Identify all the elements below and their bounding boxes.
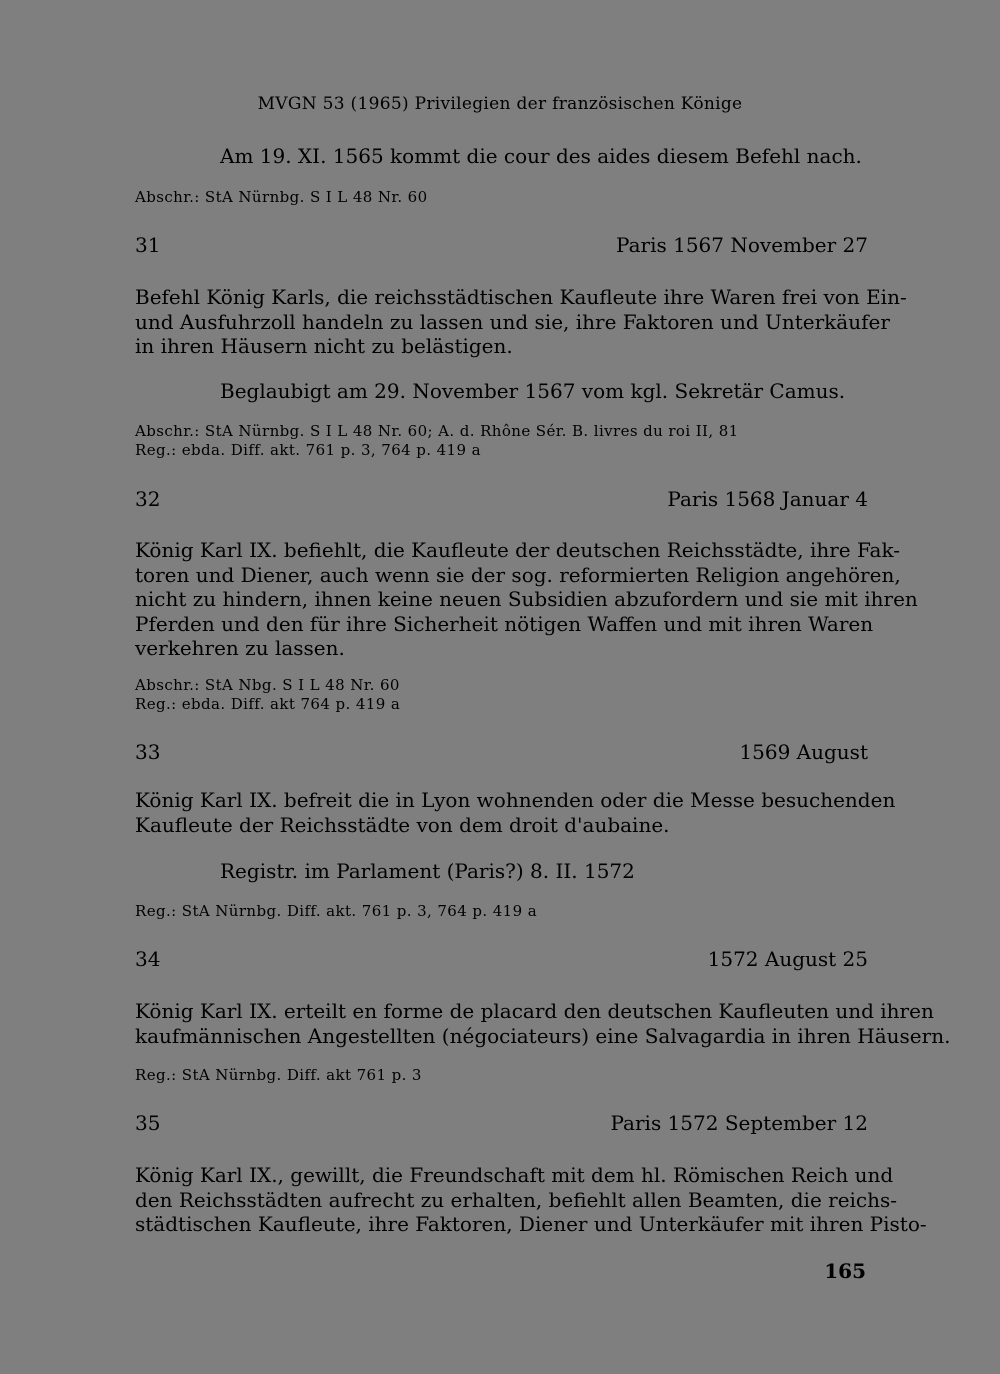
entry-number: 34 xyxy=(135,947,161,971)
entry-number: 33 xyxy=(135,740,161,764)
intro-statement: Am 19. XI. 1565 kommt die cour des aides diesem Befehl nach. xyxy=(220,144,862,168)
text-line: städtischen Kaufleute, ihre Faktoren, Diener und Unterkäufer mit ihren Pisto- xyxy=(135,1212,927,1236)
entry-place-date: Paris 1568 Januar 4 xyxy=(667,487,868,511)
text-line: König Karl IX. befiehlt, die Kaufleute der deutschen Reichsstädte, ihre Fak- xyxy=(135,538,900,562)
text-line: und Ausfuhrzoll handeln zu lassen und sie, ihre Faktoren und Unterkäufer xyxy=(135,309,890,334)
entry-number: 32 xyxy=(135,487,161,511)
text-line: nicht zu hindern, ihnen keine neuen Subsidien abzufordern und sie mit ihren xyxy=(135,587,918,611)
intro-note: Abschr.: StA Nürnbg. S I L 48 Nr. 60 xyxy=(135,188,428,206)
entry-text-33 xyxy=(135,788,896,837)
entry-note: Reg.: StA Nürnbg. Diff. akt. 761 p. 3, 764 p. 419 a xyxy=(135,902,538,920)
entry-heading-35 xyxy=(135,1111,868,1135)
entry-note: Reg.: StA Nürnbg. Diff. akt 761 p. 3 xyxy=(135,1066,422,1084)
entry-heading-34 xyxy=(135,947,868,971)
text-line: kaufmännischen Angestellten (négociateurs) eine Salvagardia in ihren Häusern. xyxy=(135,1023,951,1048)
entry-statement-31: Beglaubigt am 29. November 1567 vom kgl. Sekretär Camus. xyxy=(220,379,846,403)
entry-note: Abschr.: StA Nbg. S I L 48 Nr. 60 xyxy=(135,676,400,694)
entry-note: Abschr.: StA Nürnbg. S I L 48 Nr. 60; A. d. Rhône Sér. B. livres du roi II, 81 xyxy=(135,422,739,440)
entry-text-31 xyxy=(135,285,907,359)
text-line: König Karl IX. erteilt en forme de placard den deutschen Kaufleuten und ihren xyxy=(135,999,934,1023)
entry-text-35 xyxy=(135,1163,927,1237)
entry-place-date: 1569 August xyxy=(739,740,868,764)
entry-note: Reg.: ebda. Diff. akt. 761 p. 3, 764 p. 419 a xyxy=(135,441,481,459)
entry-number: 31 xyxy=(135,233,161,257)
entry-number: 35 xyxy=(135,1111,161,1135)
text-line: verkehren zu lassen. xyxy=(135,636,345,660)
text-line: Befehl König Karls, die reichsstädtischen Kaufleute ihre Waren frei von Ein- xyxy=(135,285,907,309)
entry-statement-33: Registr. im Parlament (Paris?) 8. II. 1572 xyxy=(220,859,635,883)
text-line: Pferden und den für ihre Sicherheit nötigen Waffen und mit ihren Waren xyxy=(135,611,874,636)
text-line: toren und Diener, auch wenn sie der sog. reformierten Religion angehören, xyxy=(135,562,901,587)
text-line: König Karl IX. befreit die in Lyon wohnenden oder die Messe besuchenden xyxy=(135,788,896,812)
running-head: MVGN 53 (1965) Privilegien der französischen Könige xyxy=(257,94,743,114)
entry-heading-32 xyxy=(135,487,868,511)
text-line: in ihren Häusern nicht zu belästigen. xyxy=(135,334,513,358)
entry-place-date: Paris 1572 September 12 xyxy=(610,1111,868,1135)
entry-text-32 xyxy=(135,538,918,661)
entry-text-34 xyxy=(135,999,951,1048)
text-line: den Reichsstädten aufrecht zu erhalten, befiehlt allen Beamten, die reichs- xyxy=(135,1187,898,1212)
entry-place-date: 1572 August 25 xyxy=(707,947,868,971)
page-number: 165 xyxy=(824,1259,866,1283)
text-line: Kaufleute der Reichsstädte von dem droit d'aubaine. xyxy=(135,812,670,837)
entry-heading-33 xyxy=(135,740,868,764)
entry-place-date: Paris 1567 November 27 xyxy=(616,233,868,257)
text-line: König Karl IX., gewillt, die Freundschaft mit dem hl. Römischen Reich und xyxy=(135,1163,894,1187)
entry-heading-31 xyxy=(135,233,868,257)
entry-note: Reg.: ebda. Diff. akt 764 p. 419 a xyxy=(135,695,401,713)
